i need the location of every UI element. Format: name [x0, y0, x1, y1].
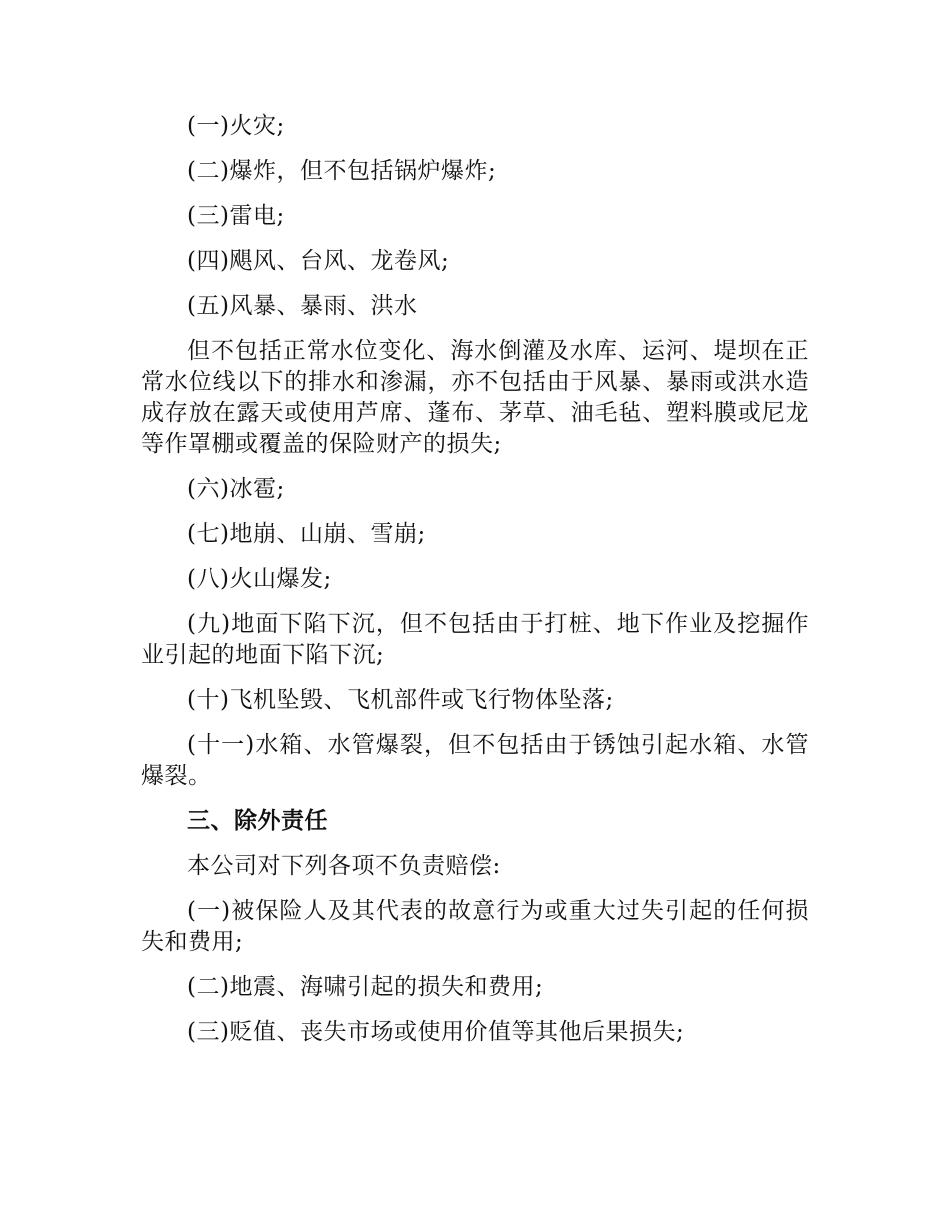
- covered-peril-item: (三)雷电;: [187, 203, 285, 229]
- covered-peril-item: (六)冰雹;: [187, 476, 285, 502]
- section-heading-exclusions: 三、除外责任: [187, 808, 328, 834]
- document-body: [141, 111, 809, 1062]
- covered-peril-item: (二)爆炸，但不包括锅炉爆炸;: [187, 158, 497, 184]
- flood-exclusion-note: 但不包括正常水位变化、海水倒灌及水库、运河、堤坝在正常水位线以下的排水和渗漏，亦不包括由于风暴、暴雨或洪水造成存放在露天或使用芦席、蓬布、茅草、油毛毡、塑料膜或尼龙等作罩棚或覆盖的保险财产的损失;: [141, 338, 809, 457]
- exclusion-item: (三)贬值、丧失市场或使用价值等其他后果损失;: [187, 1019, 685, 1045]
- section-intro: 本公司对下列各项不负责赔偿:: [187, 853, 501, 879]
- covered-peril-item: (九)地面下陷下沉，但不包括由于打桩、地下作业及挖掘作业引起的地面下陷下沉;: [141, 611, 809, 668]
- covered-peril-item: (十一)水箱、水管爆裂，但不包括由于锈蚀引起水箱、水管爆裂。: [141, 732, 809, 789]
- covered-peril-item: (十)飞机坠毁、飞机部件或飞行物体坠落;: [187, 687, 614, 713]
- exclusion-item: (二)地震、海啸引起的损失和费用;: [187, 974, 544, 1000]
- covered-peril-item: (一)火灾;: [187, 113, 285, 139]
- covered-peril-item: (七)地崩、山崩、雪崩;: [187, 521, 426, 547]
- exclusion-item: (一)被保险人及其代表的故意行为或重大过失引起的任何损失和费用;: [141, 898, 809, 955]
- covered-peril-item: (五)风暴、暴雨、洪水: [187, 293, 418, 319]
- covered-peril-item: (八)火山爆发;: [187, 566, 332, 592]
- covered-peril-item: (四)飓风、台风、龙卷风;: [187, 248, 450, 274]
